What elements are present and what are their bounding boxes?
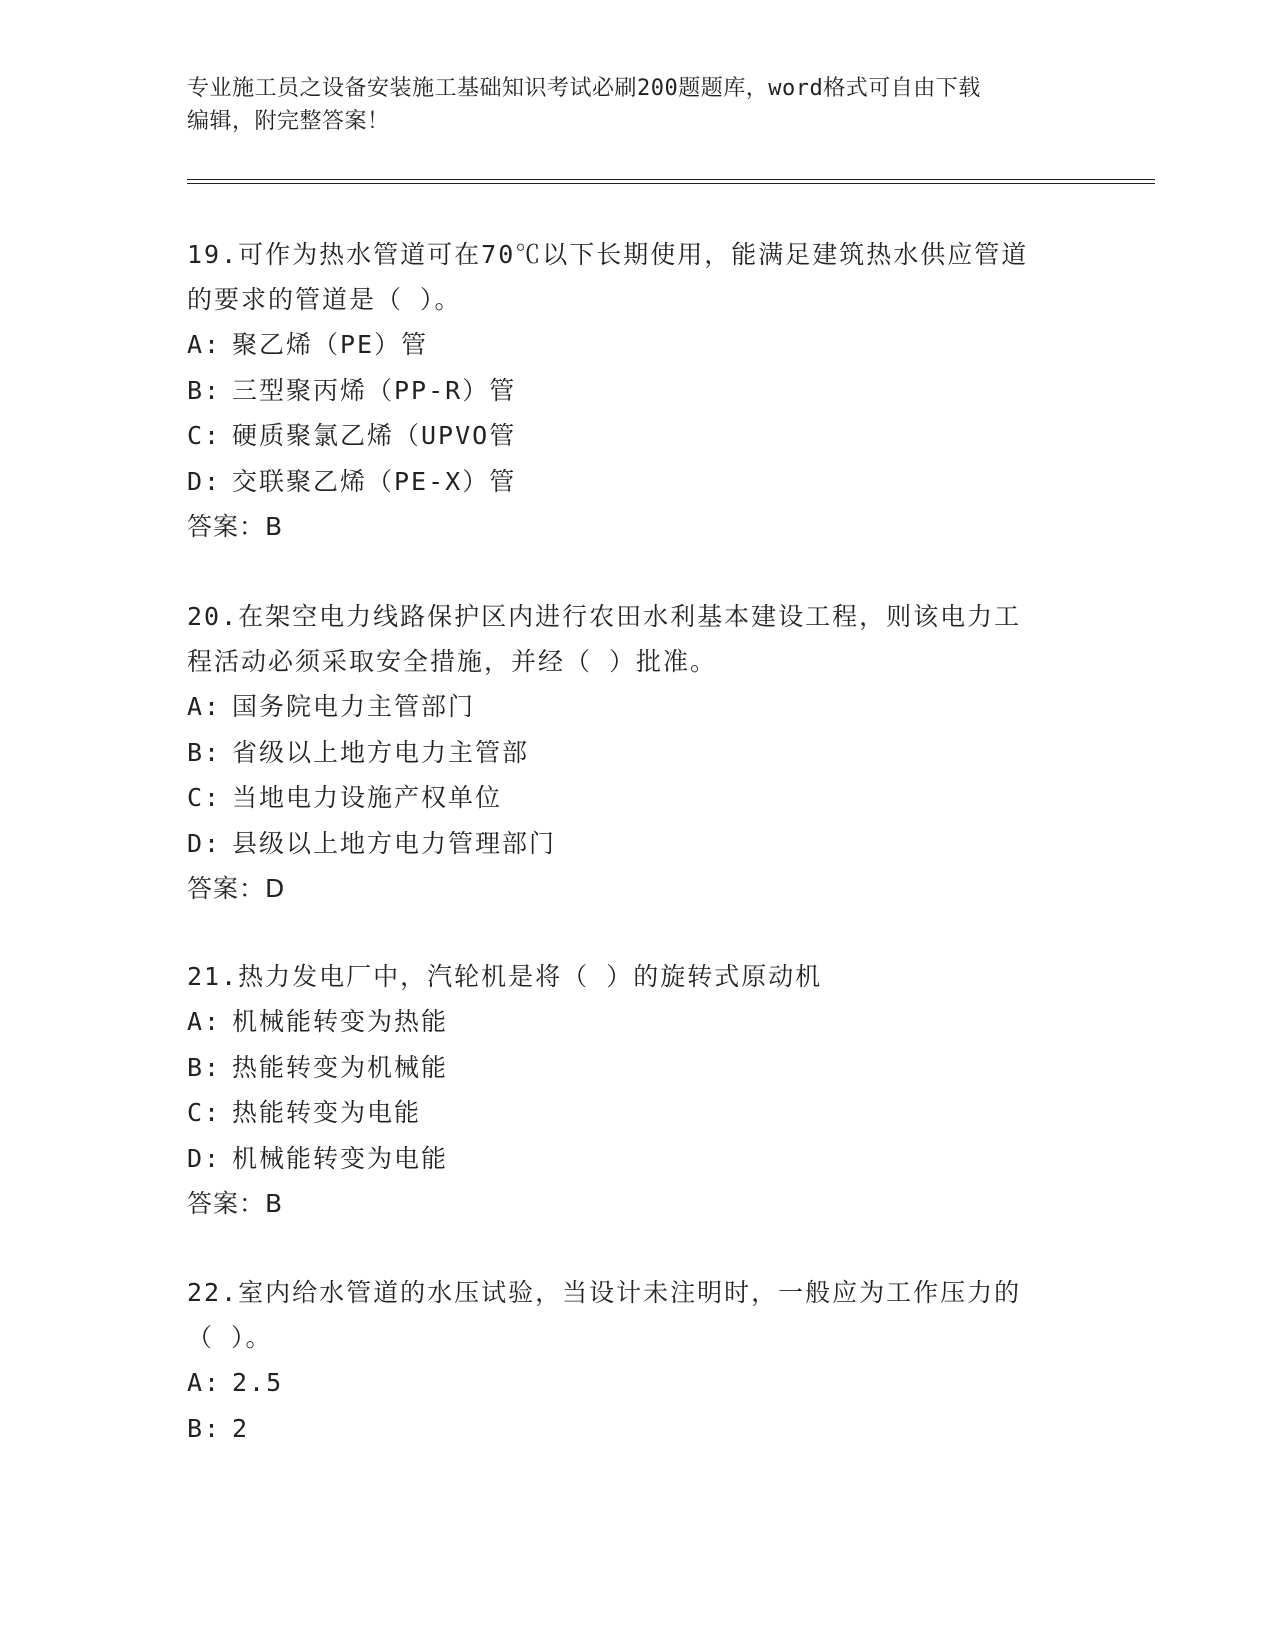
option-text: 热能转变为电能 [232, 1098, 422, 1127]
option-text: 国务院电力主管部门 [232, 692, 476, 721]
question-21 [187, 954, 1087, 1227]
option-letter: D: [187, 1143, 222, 1173]
option-c [187, 1090, 1087, 1136]
question-text-line-2: （ ）。 [187, 1323, 273, 1352]
option-text: 当地电力设施产权单位 [232, 783, 503, 812]
option-text: 硬质聚氯乙烯（UPVO管 [232, 421, 517, 450]
option-letter: D: [187, 466, 222, 496]
option-text: 省级以上地方电力主管部 [232, 737, 530, 767]
header-divider-bottom [187, 183, 1155, 184]
option-text: 2 [232, 1413, 250, 1443]
header-line-1: 专业施工员之设备安装施工基础知识考试必刷200题题库，word格式可自由下载 [187, 76, 981, 101]
option-letter: C: [187, 783, 222, 812]
question-20 [187, 594, 1087, 912]
option-text: 县级以上地方电力管理部门 [232, 828, 557, 858]
option-d [187, 459, 1087, 505]
option-text: 热能转变为机械能 [232, 1052, 449, 1082]
document-header [187, 72, 1087, 138]
option-a [187, 322, 1087, 368]
option-text: 三型聚丙烯（PP-R）管 [232, 375, 517, 405]
option-letter: B: [187, 1413, 222, 1443]
option-letter: A: [187, 692, 222, 721]
option-letter: C: [187, 421, 222, 450]
option-text: 机械能转变为热能 [232, 1007, 449, 1036]
question-text-line-1: 22.室内给水管道的水压试验，当设计未注明时，一般应为工作压力的 [187, 1278, 1022, 1307]
header-line-2: 编辑，附完整答案！ [187, 109, 390, 134]
option-d [187, 821, 1087, 867]
option-letter: A: [187, 330, 222, 359]
question-text-line-2: 的要求的管道是（ ）。 [187, 285, 462, 314]
option-letter: B: [187, 737, 222, 767]
question-text-line-1: 20.在架空电力线路保护区内进行农田水利基本建设工程，则该电力工 [187, 602, 1022, 631]
option-c [187, 413, 1087, 459]
option-a [187, 999, 1087, 1045]
option-text: 交联聚乙烯（PE-X）管 [232, 466, 517, 496]
answer-label: 答案：B [187, 1189, 284, 1218]
option-letter: B: [187, 375, 222, 405]
question-text-line-1: 19.可作为热水管道可在70℃以下长期使用，能满足建筑热水供应管道 [187, 240, 1029, 269]
question-text-line-1: 21.热力发电厂中，汽轮机是将（ ）的旋转式原动机 [187, 962, 823, 991]
option-letter: D: [187, 828, 222, 858]
option-letter: A: [187, 1007, 222, 1036]
question-22 [187, 1270, 1087, 1451]
option-a [187, 684, 1087, 730]
option-c [187, 775, 1087, 821]
option-letter: C: [187, 1098, 222, 1127]
option-letter: B: [187, 1052, 222, 1082]
option-text: 聚乙烯（PE）管 [232, 330, 429, 359]
option-b [187, 1406, 1087, 1452]
question-19 [187, 232, 1087, 550]
option-text: 2.5 [232, 1368, 284, 1397]
option-b [187, 368, 1087, 414]
option-letter: A: [187, 1368, 222, 1397]
answer-label: 答案：D [187, 874, 286, 903]
option-a [187, 1360, 1087, 1406]
option-b [187, 1045, 1087, 1091]
option-b [187, 730, 1087, 776]
option-text: 机械能转变为电能 [232, 1143, 449, 1173]
header-divider-top [187, 179, 1155, 180]
answer-label: 答案：B [187, 512, 284, 541]
option-d [187, 1136, 1087, 1182]
question-text-line-2: 程活动必须采取安全措施，并经（ ）批准。 [187, 647, 718, 676]
